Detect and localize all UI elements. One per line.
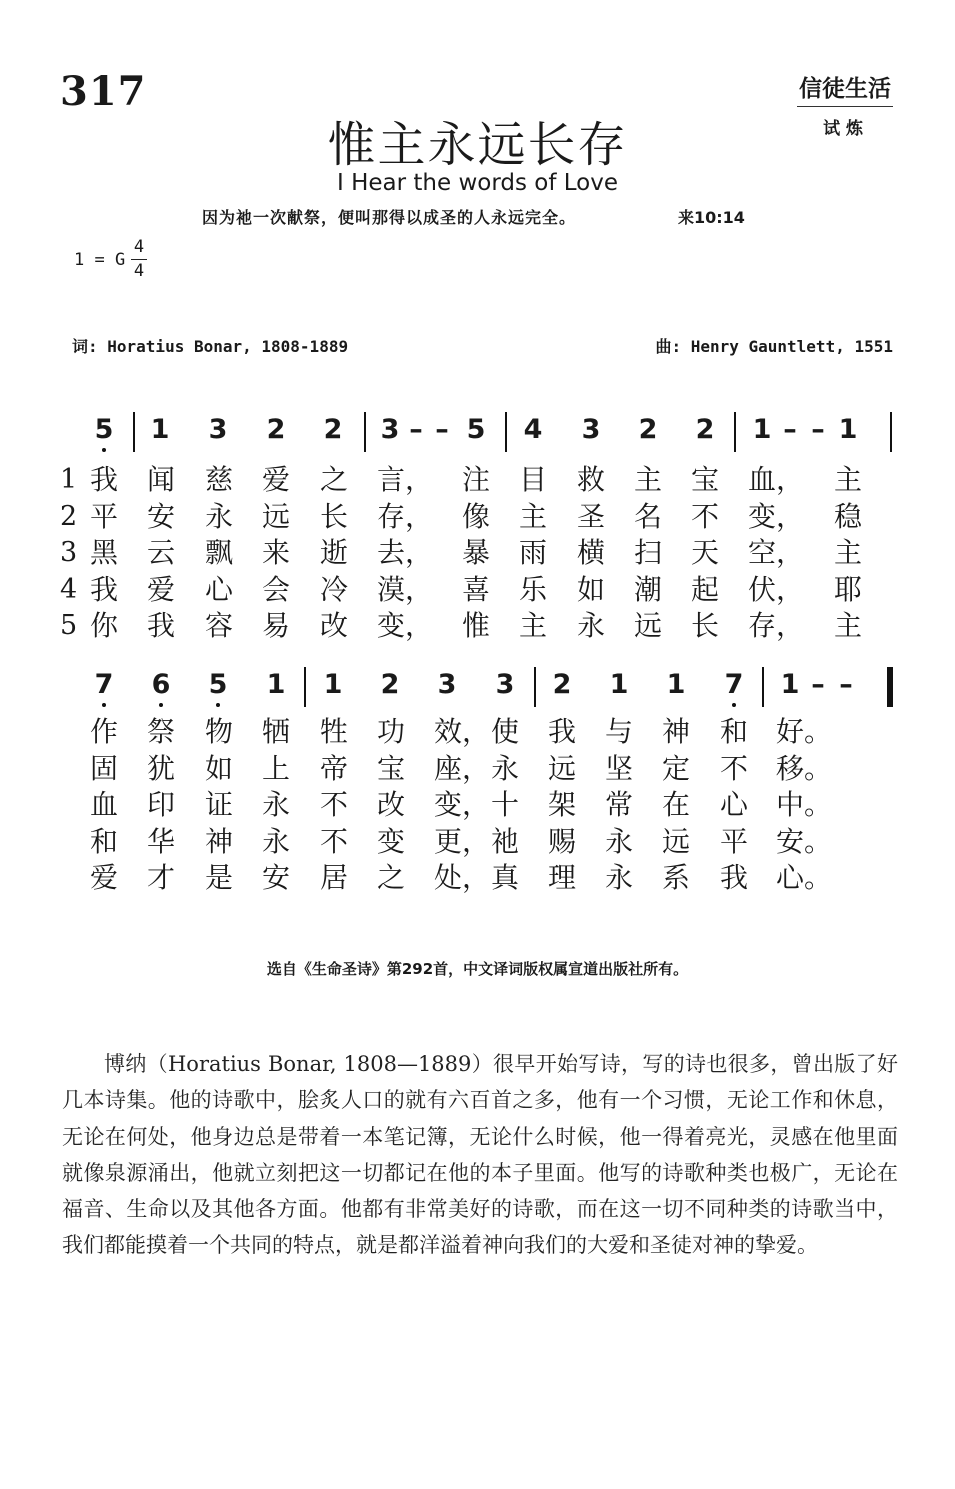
note: [143, 412, 177, 448]
note: [316, 412, 350, 448]
lyric-syllable: 不: [691, 499, 720, 533]
note-digit: 1: [150, 414, 170, 445]
lyric-syllable: 安。: [776, 824, 833, 858]
lyric-syllable: 之: [377, 861, 406, 894]
verse-number: 3: [60, 537, 78, 568]
lyric-syllable: 去，: [377, 536, 434, 569]
lyric-syllable: 言，: [377, 463, 434, 496]
note-digit: 5: [466, 414, 486, 445]
note-digit: 2: [695, 414, 715, 445]
lyric-syllable: 和: [720, 715, 749, 748]
verse-number: 1: [60, 464, 78, 495]
note: [831, 412, 865, 448]
lyric-syllable: 潮: [634, 572, 663, 606]
lower-octave-dot: [216, 703, 220, 707]
lyric-line: [0, 751, 955, 787]
time-signature-bottom: 4: [131, 259, 147, 283]
lyric-syllable: 永: [577, 609, 606, 642]
lyric-syllable: 常: [605, 788, 634, 821]
key-signature: 1 = G: [74, 250, 126, 270]
lower-octave-dot: [159, 703, 163, 707]
hymn-story-paragraph: 博纳（Horatius Bonar, 1808—1889）很早开始写诗，写的诗也很多，曾出版了好几本诗集。他的诗歌中，脍炙人口的就有六百首之多，他有一个习惯，无论工作和休息，无论在何处，他身边总是带着一本笔记簿，无论什么时候，他一得着亮光，灵感在他里面就像泉源涌出，他就立刻把这一切都记在他的本子里面。他写的诗歌种类也极广，无论在福音、生命以及其他各方面。他都有非常美好的诗歌，而在这一切不同种类的诗歌当中，我们都能摸着一个共同的特点，就是都洋溢着神向我们的大爱和圣徒对神的挚爱。: [62, 1052, 898, 1258]
lyric-line: [0, 499, 955, 535]
lyric-syllable: 圣: [577, 499, 606, 533]
lyric-syllable: 作: [90, 715, 119, 748]
lyric-syllable: 爱: [90, 861, 119, 894]
lyric-syllable: 会: [262, 572, 291, 606]
lyric-syllable: 主: [519, 499, 548, 533]
subcategory-label: 试 炼: [823, 119, 863, 139]
note-digit: 3: [437, 669, 457, 700]
note: [631, 412, 665, 448]
note-digit: 1: [838, 414, 858, 445]
lyric-syllable: 上: [262, 751, 291, 785]
note-digit: –: [811, 669, 825, 700]
note-digit: 1: [666, 669, 686, 700]
lyric-syllable: 易: [262, 609, 291, 642]
lyric-syllable: 祂: [491, 824, 520, 858]
note-digit: –: [783, 414, 797, 445]
lyric-syllable: 牲: [320, 715, 349, 748]
verse-number: 4: [60, 573, 78, 605]
lyric-syllable: 真: [491, 861, 520, 894]
note: [87, 667, 121, 703]
lyric-syllable: 像: [462, 499, 491, 533]
lyric-syllable: 乐: [519, 572, 548, 606]
lyric-syllable: 才: [147, 861, 176, 894]
lyric-syllable: 闻: [147, 463, 176, 496]
lyric-syllable: 移。: [776, 751, 833, 785]
time-signature: [131, 236, 147, 283]
lyric-syllable: 天: [691, 536, 720, 569]
lyric-syllable: 不: [320, 824, 349, 858]
time-signature-top: 4: [133, 237, 145, 257]
lyric-syllable: 证: [205, 788, 234, 821]
note-digit: 1: [266, 669, 286, 700]
lyric-syllable: 神: [662, 715, 691, 748]
lyric-syllable: 居: [320, 861, 349, 894]
lyric-syllable: 漠，: [377, 572, 434, 606]
lyric-syllable: 名: [634, 499, 663, 533]
note: [316, 667, 350, 703]
lyric-syllable: 主: [834, 609, 863, 642]
lyric-syllable: 印: [147, 788, 176, 821]
lyric-line: [0, 714, 955, 750]
note: [430, 667, 464, 703]
lyric-syllable: 变，: [748, 499, 805, 533]
note-digit: 4: [523, 414, 543, 445]
lyric-syllable: 不: [320, 788, 349, 821]
lyric-syllable: 心: [205, 572, 234, 606]
lyric-syllable: 之: [320, 463, 349, 496]
lyric-line: [0, 535, 955, 571]
lyric-syllable: 心: [720, 788, 749, 821]
lyric-syllable: 十: [491, 788, 520, 821]
hymn-number: 317: [60, 68, 147, 115]
note-digit: –: [839, 669, 853, 700]
lyric-syllable: 横: [577, 536, 606, 569]
lyric-syllable: 主: [519, 609, 548, 642]
lyric-syllable: 长: [691, 609, 720, 642]
lyric-syllable: 永: [205, 499, 234, 533]
lyric-syllable: 宝: [377, 751, 406, 785]
note: [488, 667, 522, 703]
lyric-syllable: 变，: [377, 609, 434, 642]
lyric-syllable: 安: [147, 499, 176, 533]
lyric-syllable: 改: [320, 609, 349, 642]
lyric-syllable: 牺: [262, 715, 291, 748]
lyric-syllable: 赐: [548, 824, 577, 858]
note: [545, 667, 579, 703]
note: [87, 412, 121, 448]
lyric-syllable: 注: [462, 463, 491, 496]
note: [459, 412, 493, 448]
lyric-line: [0, 572, 955, 608]
lyric-syllable: 伏，: [748, 572, 805, 606]
note-digit: 7: [94, 669, 114, 700]
note-digit: 5: [94, 414, 114, 445]
lyric-syllable: 存，: [748, 609, 805, 642]
score-line-1: [0, 412, 955, 452]
lower-octave-dot: [102, 703, 106, 707]
verse-number: 2: [60, 500, 78, 532]
lyric-syllable: 处，: [434, 861, 491, 894]
copyright-notice: 选自《生命圣诗》第292首，中文译词版权属宣道出版社所有。: [266, 960, 689, 978]
scripture-verse: 因为祂一次献祭，便叫那得以成圣的人永远完全。: [202, 208, 577, 227]
note-digit: 1: [323, 669, 343, 700]
barline: [762, 667, 764, 707]
lyric-syllable: 改: [377, 788, 406, 821]
lyric-syllable: 帝: [320, 751, 349, 785]
lyric-syllable: 远: [634, 609, 663, 642]
lyric-syllable: 远: [262, 499, 291, 533]
lyric-syllable: 固: [90, 751, 119, 785]
lyric-syllable: 是: [205, 861, 234, 894]
lower-octave-dot: [732, 703, 736, 707]
note-digit: 6: [151, 669, 171, 700]
english-title: I Hear the words of Love: [336, 170, 618, 196]
lyric-syllable: 理: [548, 861, 577, 894]
hymn-title: 惟主永远长存: [327, 117, 628, 173]
note-digit: 3: [380, 414, 400, 445]
note: [259, 667, 293, 703]
lyric-syllable: 祭: [147, 715, 176, 748]
lyric-line: [0, 860, 955, 896]
barline: [133, 412, 135, 452]
lyric-syllable: 心。: [776, 861, 833, 894]
note: [602, 667, 636, 703]
lyric-syllable: 主: [834, 536, 863, 569]
lyric-line: [0, 824, 955, 860]
note-digit: 5: [208, 669, 228, 700]
note-digit: 2: [266, 414, 286, 445]
note: [659, 667, 693, 703]
category-label: 信徒生活: [797, 70, 893, 107]
lyric-syllable: 平: [90, 499, 119, 533]
lyric-syllable: 平: [720, 824, 749, 858]
barline: [505, 412, 507, 452]
lyric-syllable: 惟: [462, 609, 491, 642]
dash-note: [425, 412, 459, 448]
lyric-syllable: 血，: [748, 463, 805, 496]
lyric-syllable: 我: [548, 715, 577, 748]
note: [717, 667, 751, 703]
lyric-syllable: 永: [262, 788, 291, 821]
lyric-syllable: 效，: [434, 715, 491, 748]
lyric-syllable: 慈: [205, 463, 234, 496]
lyric-syllable: 犹: [147, 751, 176, 785]
note-digit: 1: [609, 669, 629, 700]
barline: [364, 412, 366, 452]
lyric-syllable: 系: [662, 861, 691, 894]
lyric-syllable: 在: [662, 788, 691, 821]
lyric-syllable: 华: [147, 824, 176, 858]
lyric-syllable: 暴: [462, 536, 491, 569]
note-digit: 2: [380, 669, 400, 700]
dash-note: [829, 667, 863, 703]
note-digit: 3: [495, 669, 515, 700]
lyric-syllable: 容: [205, 609, 234, 642]
lyric-syllable: 爱: [262, 463, 291, 496]
lyric-syllable: 飘: [205, 536, 234, 569]
lyric-syllable: 主: [634, 463, 663, 496]
lyric-syllable: 变: [377, 824, 406, 858]
score-line-2: [0, 667, 955, 707]
note-digit: 2: [552, 669, 572, 700]
note-digit: 3: [208, 414, 228, 445]
barline: [304, 667, 306, 707]
lyric-syllable: 使: [491, 715, 520, 748]
lyric-syllable: 好。: [776, 715, 833, 748]
lyric-syllable: 远: [548, 751, 577, 785]
note: [516, 412, 550, 448]
lyric-syllable: 中。: [776, 788, 833, 821]
lyric-syllable: 永: [605, 824, 634, 858]
note-digit: 2: [323, 414, 343, 445]
lyric-syllable: 远: [662, 824, 691, 858]
barline: [734, 412, 736, 452]
lyric-syllable: 安: [262, 861, 291, 894]
composer-credit: 曲: Henry Gauntlett, 1551: [655, 337, 893, 356]
lyric-syllable: 和: [90, 824, 119, 858]
lyric-syllable: 神: [205, 824, 234, 858]
note: [373, 667, 407, 703]
lyric-syllable: 坚: [605, 751, 634, 785]
lyric-syllable: 喜: [462, 572, 491, 606]
lyric-syllable: 来: [262, 536, 291, 569]
lyric-syllable: 逝: [320, 536, 349, 569]
final-barline: [887, 667, 893, 707]
lyric-line: [0, 462, 955, 498]
lyric-syllable: 座，: [434, 751, 491, 785]
lyric-syllable: 血: [90, 788, 119, 821]
lyric-syllable: 永: [491, 751, 520, 785]
note: [574, 412, 608, 448]
scripture-reference: 来10:14: [678, 208, 745, 227]
lyric-syllable: 长: [320, 499, 349, 533]
lyric-syllable: 我: [90, 463, 119, 496]
lower-octave-dot: [102, 448, 106, 452]
lyric-syllable: 空，: [748, 536, 805, 569]
note-digit: 1: [780, 669, 800, 700]
note-digit: 2: [638, 414, 658, 445]
lyric-syllable: 稳: [834, 499, 863, 533]
lyric-syllable: 物: [205, 715, 234, 748]
lyric-syllable: 救: [577, 463, 606, 496]
note-digit: 3: [581, 414, 601, 445]
note: [201, 412, 235, 448]
lyric-line: [0, 787, 955, 823]
lyric-syllable: 你: [90, 609, 119, 642]
lyric-syllable: 目: [519, 463, 548, 496]
lyric-syllable: 雨: [519, 536, 548, 569]
lyric-syllable: 黑: [90, 536, 119, 569]
lyricist-credit: 词: Horatius Bonar, 1808-1889: [72, 337, 349, 356]
dash-note: [801, 412, 835, 448]
note: [688, 412, 722, 448]
note-digit: –: [435, 414, 449, 445]
lyric-syllable: 功: [377, 715, 406, 748]
note: [144, 667, 178, 703]
lyric-syllable: 主: [834, 463, 863, 496]
barline: [534, 667, 536, 707]
lyric-syllable: 变，: [434, 788, 491, 821]
lyric-syllable: 云: [147, 536, 176, 569]
lyric-syllable: 我: [147, 609, 176, 642]
lyric-syllable: 耶: [834, 572, 863, 606]
note-digit: –: [409, 414, 423, 445]
note: [201, 667, 235, 703]
lyric-syllable: 不: [720, 751, 749, 785]
lyric-syllable: 更，: [434, 824, 491, 858]
lyric-syllable: 起: [691, 572, 720, 606]
lyric-syllable: 冷: [320, 572, 349, 606]
lyric-syllable: 如: [577, 572, 606, 606]
note: [259, 412, 293, 448]
lyric-syllable: 存，: [377, 499, 434, 533]
lyric-syllable: 宝: [691, 463, 720, 496]
lyric-syllable: 我: [720, 861, 749, 894]
note-digit: 1: [752, 414, 772, 445]
lyric-syllable: 与: [605, 715, 634, 748]
lyric-syllable: 永: [605, 861, 634, 894]
barline: [890, 412, 892, 452]
lyric-syllable: 我: [90, 572, 119, 606]
verse-number: 5: [60, 610, 78, 641]
lyric-syllable: 爱: [147, 572, 176, 606]
note-digit: 7: [724, 669, 744, 700]
lyric-syllable: 扫: [634, 536, 663, 569]
lyric-line: [0, 608, 955, 644]
lyric-syllable: 架: [548, 788, 577, 821]
lyric-syllable: 定: [662, 751, 691, 785]
lyric-syllable: 永: [262, 824, 291, 858]
note-digit: –: [811, 414, 825, 445]
lyric-syllable: 如: [205, 751, 234, 785]
